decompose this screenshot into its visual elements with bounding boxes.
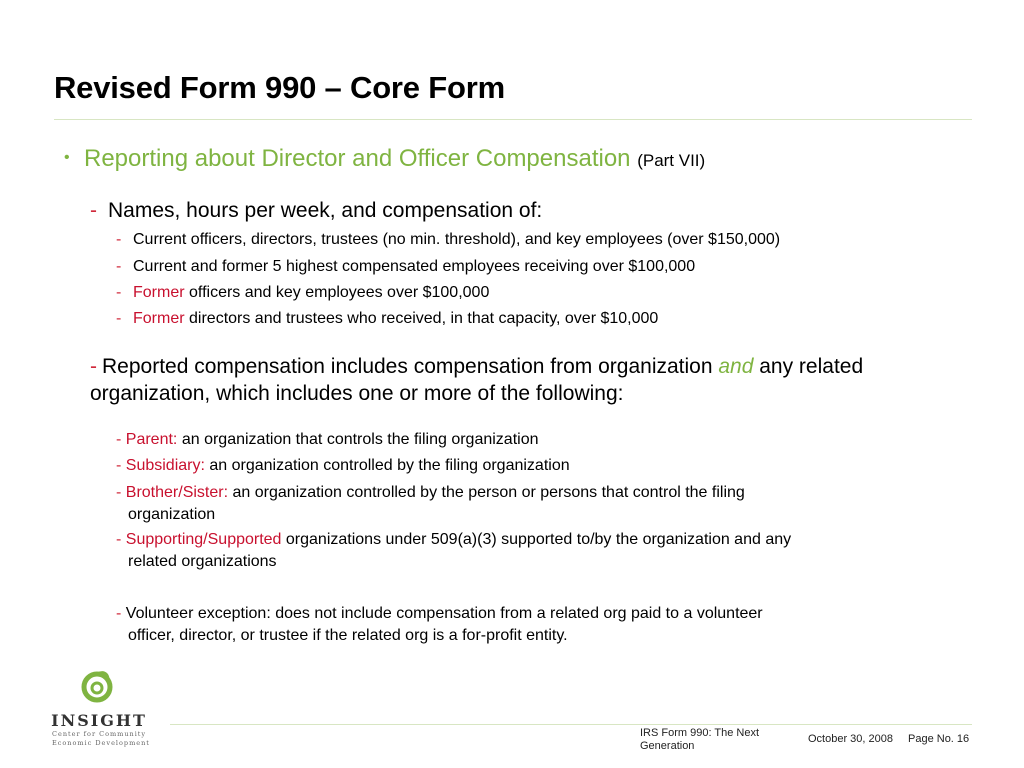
dash-icon: - [116, 605, 122, 622]
dash-icon: - [116, 258, 122, 275]
main-bullet [64, 145, 705, 173]
title-divider [54, 119, 972, 120]
footer-divider [170, 724, 972, 725]
section1-item: - Current and former 5 highest compensated employees receiving over $100,000 [116, 258, 696, 275]
former-highlight: Former [133, 310, 185, 327]
dash-icon: - [116, 310, 122, 327]
insight-logo [48, 668, 150, 748]
logo-name: INSIGHT [51, 711, 147, 730]
main-bullet-text: Reporting about Director and Officer Compensation [84, 145, 631, 172]
dash-icon: - [116, 531, 122, 548]
term-brother-sister: Brother/Sister: [125, 484, 229, 501]
footer-page-number: Page No. 16 [908, 733, 970, 745]
slide-title: Revised Form 990 – Core Form [54, 70, 505, 105]
section1-item: - Former directors and trustees who received, in that capacity, over $10,000 [116, 310, 659, 327]
section1-item: - Current officers, directors, trustees (no min. threshold), and key employees (over $150,000) [116, 231, 781, 248]
section2-item: - Subsidiary: an organization controlled by the filing organization [116, 457, 570, 474]
dash-icon: - [116, 484, 122, 501]
former-highlight: Former [133, 284, 185, 301]
dash-icon: - [116, 431, 122, 448]
term-subsidiary: Subsidiary: [125, 457, 205, 474]
and-emphasis: and [718, 355, 754, 378]
bullet-dot-icon: • [64, 149, 70, 166]
section2-item: - Supporting/Supported organizations under 509(a)(3) supported to/by the organization and any related organizations [116, 531, 792, 570]
footer-document-title: IRS Form 990: The Next Generation [640, 727, 760, 752]
logo-tagline-1: Center for Community [52, 730, 147, 738]
dash-icon: - [116, 231, 122, 248]
dash-icon: - [116, 284, 122, 301]
section1-item: - Former officers and key employees over $100,000 [116, 284, 490, 301]
spiral-logo-icon [48, 668, 150, 704]
section2-paragraph: - Reported compensation includes compensation from organization and any related organization, which includes one or more of the following: [90, 355, 864, 405]
dash-icon: - [90, 355, 97, 378]
section2-item: - Brother/Sister: an organization controlled by the person or persons that control the filing organization [116, 484, 745, 523]
dash-icon: - [116, 457, 122, 474]
footer-date: October 30, 2008 [808, 733, 894, 745]
section1-heading [90, 197, 542, 224]
section2-item: - Parent: an organization that controls the filing organization [116, 431, 539, 448]
part-reference: (Part VII) [637, 151, 706, 170]
term-parent: Parent: [125, 431, 178, 448]
logo-tagline-2: Economic Development [52, 739, 150, 747]
dash-icon: - [90, 199, 97, 222]
term-supporting-supported: Supporting/Supported [125, 531, 282, 548]
volunteer-exception: - Volunteer exception: does not include compensation from a related org paid to a volunteer officer, director, or trustee if the related org is a for-profit entity. [116, 605, 763, 644]
section1-heading-text: Names, hours per week, and compensation of: [108, 199, 543, 222]
